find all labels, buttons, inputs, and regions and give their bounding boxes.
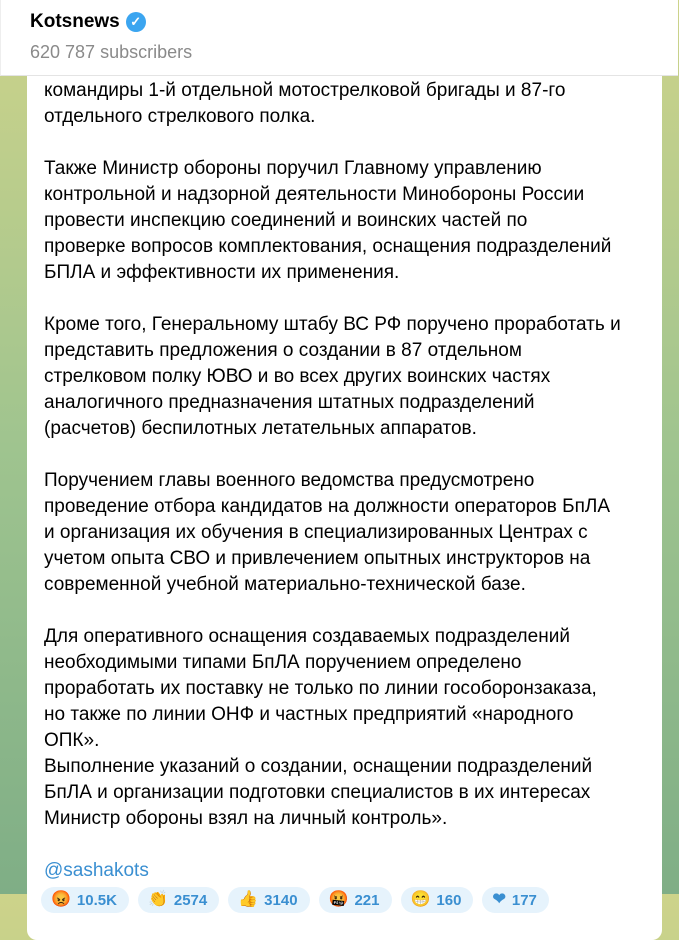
- text-line: ОПК».: [44, 730, 100, 751]
- text-line: Кроме того, Генеральному штабу ВС РФ поручено проработать и: [44, 314, 621, 335]
- text-line: (расчетов) беспилотных летательных аппаратов.: [44, 418, 477, 439]
- text-line: контрольной и надзорной деятельности Минобороны России: [44, 184, 585, 205]
- text-line: БПЛА и эффективности их применения.: [44, 262, 400, 283]
- reaction-count: 221: [354, 891, 380, 909]
- reaction-emoji-icon: 😁: [410, 891, 431, 908]
- message-paragraph: [44, 468, 659, 598]
- text-line: проверке вопросов комплектования, оснащения подразделений: [44, 236, 612, 257]
- text-line: проведение отбора кандидатов на должности операторов БпЛА: [44, 496, 611, 517]
- reaction-emoji-icon: 👍: [238, 891, 259, 908]
- channel-header[interactable]: [0, 0, 678, 76]
- reaction-emoji-icon: 😡: [51, 891, 71, 908]
- channel-title: Kotsnews: [30, 11, 120, 32]
- reaction-emoji-icon: 👏: [147, 891, 168, 908]
- reaction-button[interactable]: [401, 887, 474, 913]
- reaction-emoji-icon: ❤: [492, 891, 506, 908]
- message-text: [44, 78, 659, 884]
- reaction-emoji-icon: 🤬: [328, 891, 349, 908]
- signature-link[interactable]: @sashakots: [44, 860, 149, 881]
- text-line: аналогичного предназначения штатных подразделений: [44, 392, 535, 413]
- reactions-bar: [41, 887, 549, 913]
- text-line: Выполнение указаний о создании, оснащении подразделений: [44, 756, 593, 777]
- reaction-count: 10.5K: [76, 891, 117, 909]
- reaction-count: 160: [436, 891, 462, 909]
- text-line: современной учебной материально-технической базе.: [44, 574, 526, 595]
- reaction-count: 2574: [173, 891, 208, 909]
- text-line: отдельного стрелкового полка.: [44, 106, 316, 127]
- text-line: провести инспекцию соединений и воинских частей по: [44, 210, 528, 231]
- text-line: проработать их поставку не только по линии гособоронзаказа,: [44, 678, 597, 699]
- text-line: Для оперативного оснащения создаваемых подразделений: [44, 626, 570, 647]
- text-line: командиры 1-й отдельной мотострелковой бригады и 87-го: [44, 80, 566, 101]
- text-line: стрелковом полку ЮВО и во всех других воинских частях: [44, 366, 551, 387]
- reaction-button[interactable]: [228, 887, 309, 913]
- reaction-count: 177: [511, 891, 537, 909]
- verified-badge-icon: ✓: [126, 12, 146, 32]
- subscriber-count: 620 787 subscribers: [30, 42, 193, 62]
- text-line: учетом опыта СВО и привлечением опытных инструкторов на: [44, 548, 591, 569]
- reaction-button[interactable]: [482, 887, 548, 913]
- text-line: и организация их обучения в специализированных Центрах с: [44, 522, 588, 543]
- text-line: необходимыми типами БпЛА поручением определено: [44, 652, 522, 673]
- text-line: Поручением главы военного ведомства предусмотрено: [44, 470, 535, 491]
- message-paragraph: [44, 78, 659, 130]
- text-line: представить предложения о создании в 87 отдельном: [44, 340, 522, 361]
- text-line: Министр обороны взял на личный контроль».: [44, 808, 448, 829]
- text-line: Также Министр обороны поручил Главному управлению: [44, 158, 542, 179]
- reaction-button[interactable]: [41, 887, 129, 913]
- reaction-button[interactable]: [319, 887, 392, 913]
- reaction-count: 3140: [264, 891, 298, 909]
- message-paragraph: [44, 624, 659, 754]
- text-line: но также по линии ОНФ и частных предприятий «народного: [44, 704, 574, 725]
- message-paragraph: [44, 312, 659, 442]
- reaction-button[interactable]: [138, 887, 219, 913]
- text-line: БпЛА и организации подготовки специалистов в их интересах: [44, 782, 591, 803]
- message-paragraph: [44, 156, 659, 286]
- message-paragraph: [44, 754, 659, 832]
